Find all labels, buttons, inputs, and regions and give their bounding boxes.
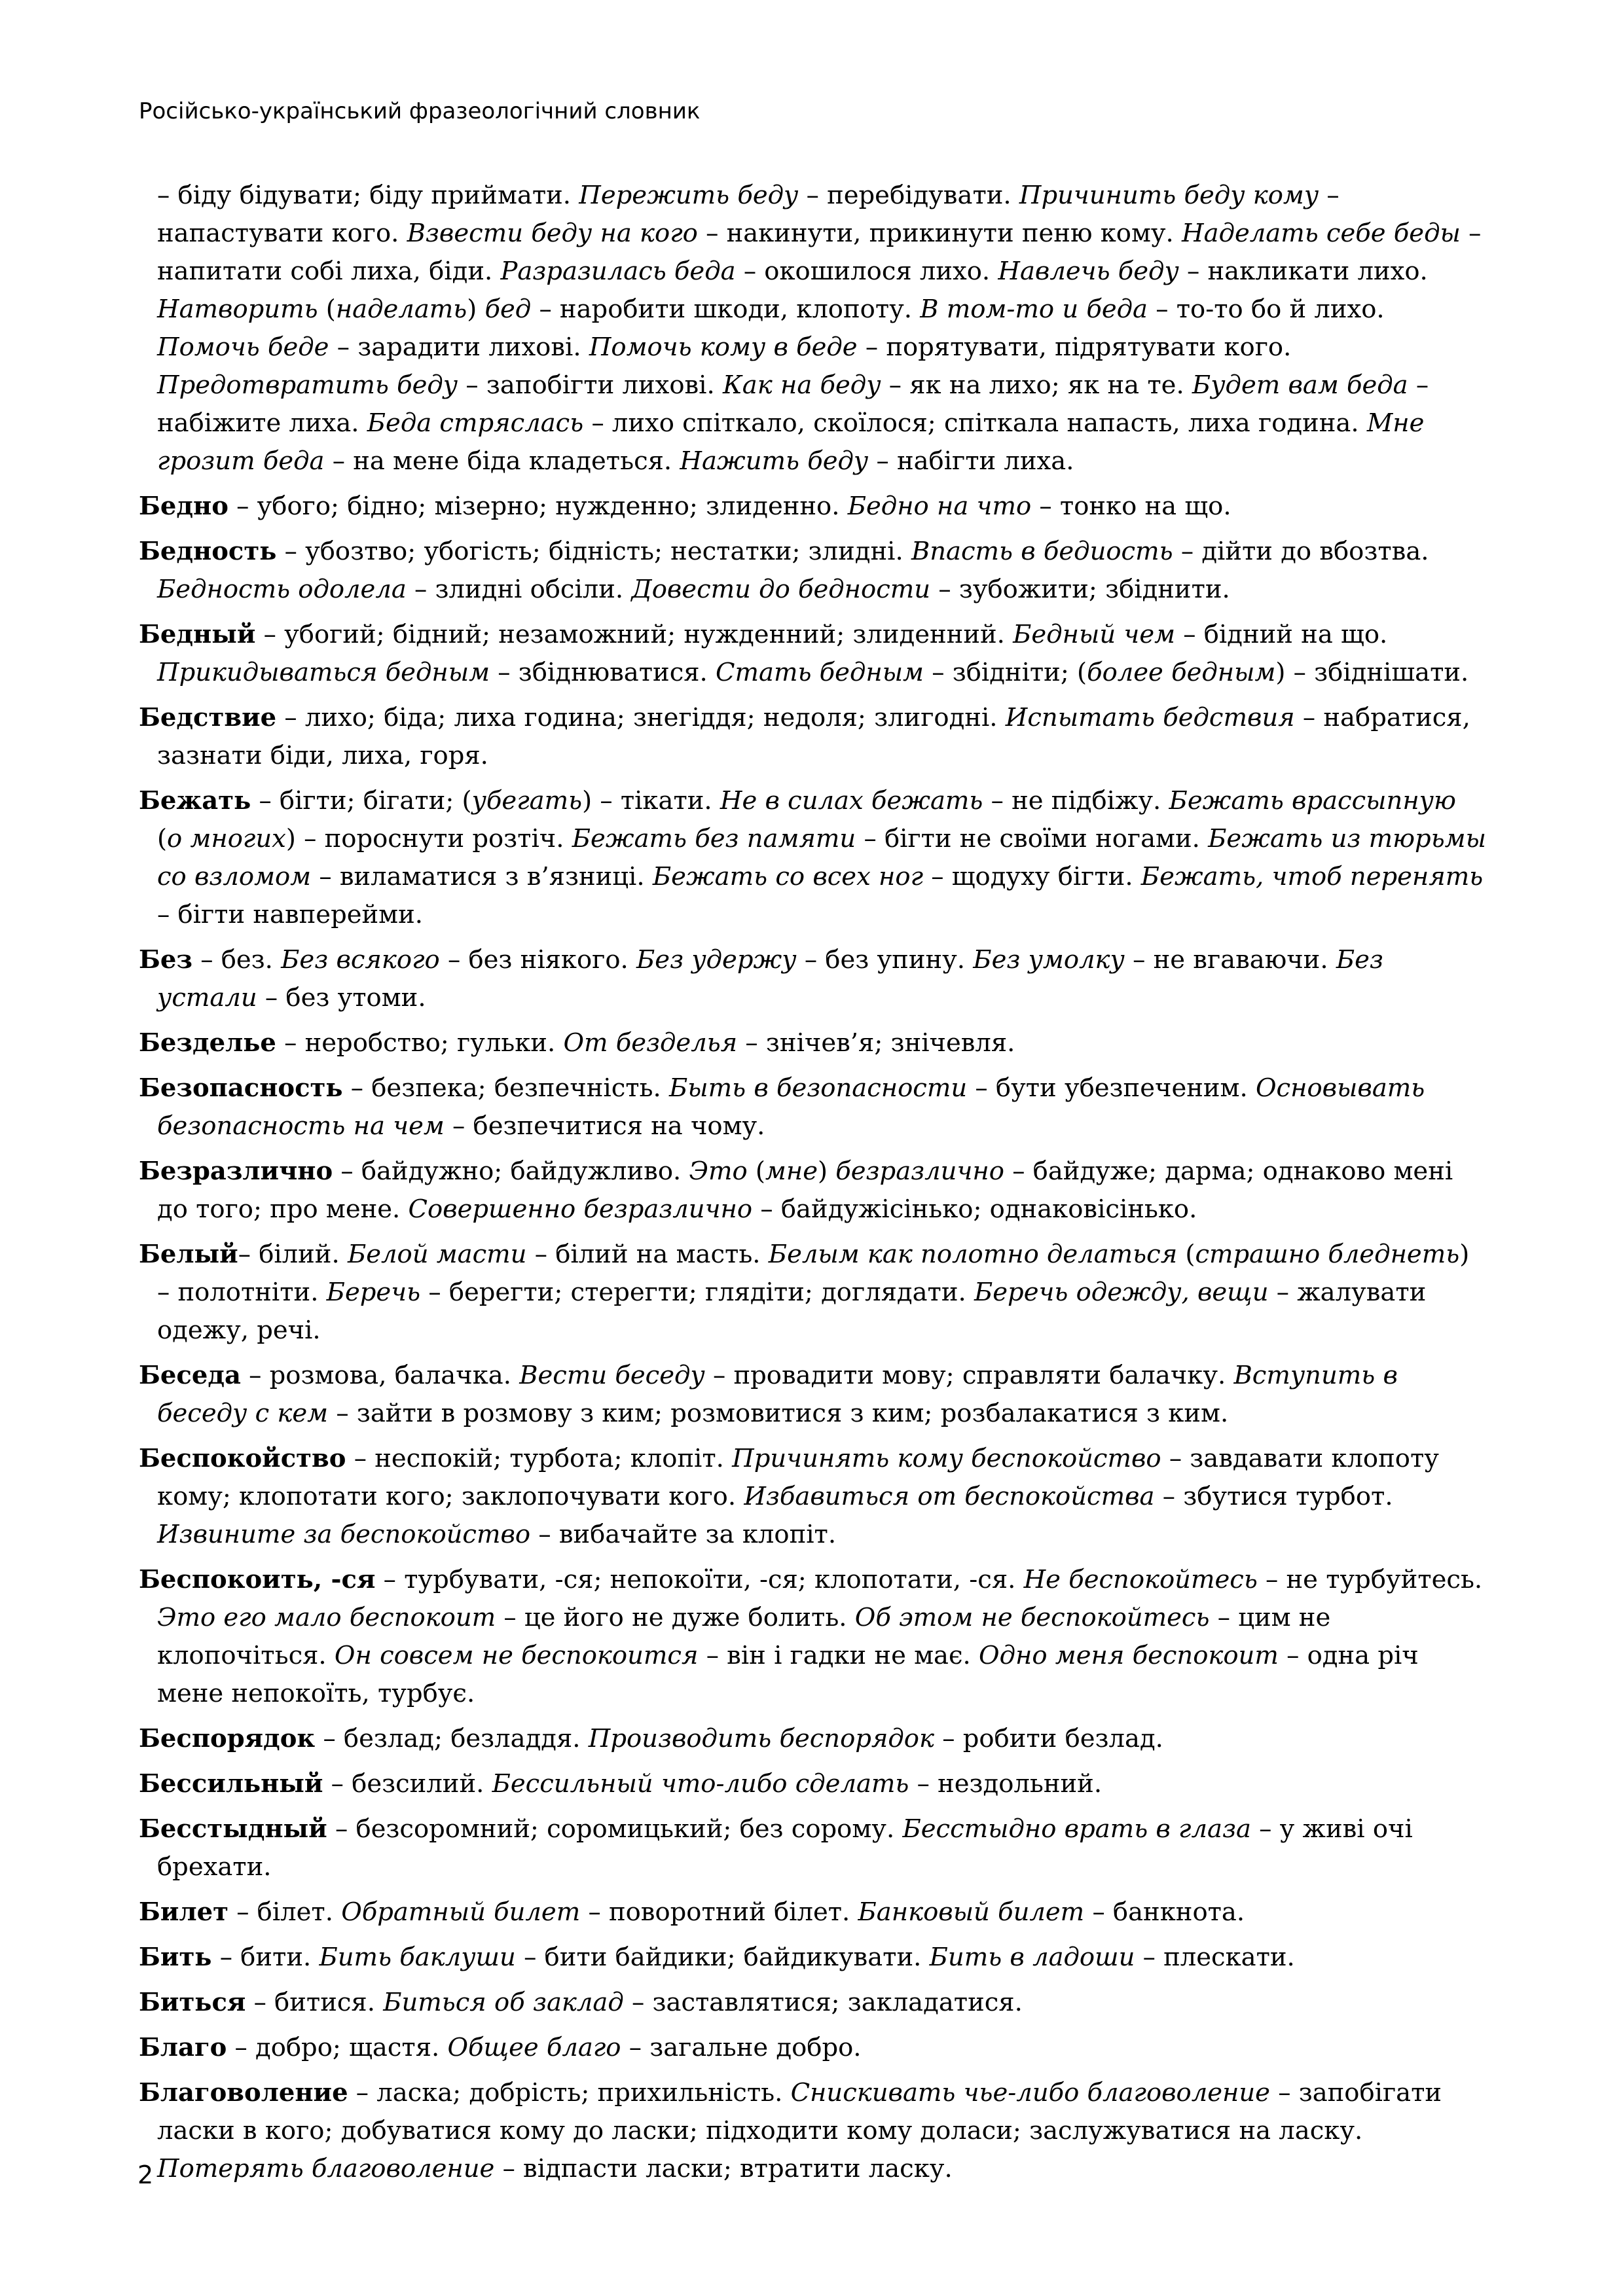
entry-text: – загальне добро. — [621, 2033, 862, 2062]
entry-text: – безпека; безпечність. — [342, 1073, 669, 1103]
entry-phrase: Бедно на что — [847, 492, 1032, 521]
entry-text: – накинути, прикинути пеню кому. — [697, 219, 1182, 248]
entry-continuation — [139, 177, 1487, 480]
entry-phrase: Бежать со всех ног — [652, 862, 924, 891]
entry-text: – безпечитися на чому. — [444, 1111, 765, 1141]
entry-phrase: Причинить беду кому — [1019, 181, 1319, 210]
entry-phrase: Бежать без памяти — [572, 824, 856, 853]
entry-phrase: Мне грозит беда — [157, 408, 1425, 476]
entry-headword: Безделье — [139, 1028, 276, 1058]
entry-phrase: Он совсем не беспокоится — [334, 1641, 699, 1670]
entry-phrase: более бедным — [1087, 658, 1276, 687]
entry-text: ( — [1177, 1240, 1195, 1269]
entry-text: – тонко на що. — [1031, 492, 1231, 521]
entry-phrase: Белой масти — [347, 1240, 527, 1269]
entry-text: – поворотний білет. — [580, 1897, 858, 1927]
entry-text: – вибачайте за клопіт. — [530, 1520, 837, 1549]
entry-phrase: Беречь — [326, 1278, 421, 1307]
entry-text: – бити. — [211, 1943, 319, 1972]
entry-text: – виламатися з в’язниці. — [311, 862, 653, 891]
entry-text: – без. — [192, 945, 282, 975]
entry-headword: Бедный — [139, 620, 256, 649]
entry-text: – біду бідувати; біду приймати. — [157, 181, 579, 210]
entry-text: – ласка; добрість; прихильність. — [348, 2078, 791, 2108]
entry-headword: Бить — [139, 1943, 212, 1972]
entry-text: – безсилий. — [323, 1769, 492, 1799]
entry-phrase: мне — [765, 1157, 818, 1186]
dictionary-entry — [139, 1069, 1487, 1145]
entry-phrase: Не в силах бежать — [720, 786, 983, 816]
entry-headword: Безразлично — [139, 1157, 333, 1186]
dictionary-entry — [139, 941, 1487, 1017]
entry-phrase: Не беспокойтесь — [1023, 1565, 1258, 1594]
entry-text: – нездольний. — [909, 1769, 1103, 1799]
dictionary-entry — [139, 2074, 1487, 2188]
entry-phrase: В том-то и беда — [920, 295, 1148, 324]
dictionary-entry — [139, 616, 1487, 692]
entry-phrase: Испытать бедствия — [1005, 703, 1295, 732]
entry-phrase: безразлично — [835, 1157, 1004, 1186]
entry-text: – дійти до вбозтва. — [1173, 537, 1429, 566]
entry-phrase: Будет вам беда — [1192, 370, 1408, 400]
entry-text: – без утоми. — [257, 983, 426, 1013]
entry-text: – це його не дуже болить. — [496, 1603, 855, 1632]
entry-text: ( — [157, 824, 168, 853]
entry-phrase: Наделать себе беды — [1182, 219, 1461, 248]
dictionary-entry — [139, 533, 1487, 609]
entry-phrase: Без умолку — [973, 945, 1125, 975]
dictionary-entries — [139, 177, 1487, 2195]
entry-text: – берегти; стерегти; глядіти; доглядати. — [420, 1278, 974, 1307]
entry-phrase: наделать — [335, 295, 467, 324]
entry-phrase: Беда стряслась — [367, 408, 584, 438]
entry-phrase: Без устали — [157, 945, 1383, 1013]
dictionary-title: Російсько-український фразеологічний словник — [139, 98, 701, 124]
entry-phrase: бед — [484, 295, 532, 324]
dictionary-entry — [139, 1765, 1487, 1803]
entry-phrase: Биться об заклад — [383, 1988, 624, 2017]
entry-text: – лихо; біда; лиха година; знегіддя; недоля; злигодні. — [276, 703, 1006, 732]
entry-text: ) — [467, 295, 485, 324]
entry-text: – бігти навперейми. — [157, 900, 424, 929]
entry-headword: Билет — [139, 1897, 228, 1927]
entry-phrase: Бессильный что-либо сделать — [492, 1769, 909, 1799]
entry-phrase: Потерять благоволение — [157, 2154, 495, 2183]
entry-text: – турбувати, -ся; непокоїти, -ся; клопотати, -ся. — [375, 1565, 1024, 1594]
entry-phrase: Совершенно безразлично — [408, 1194, 753, 1224]
dictionary-entry — [139, 2029, 1487, 2067]
dictionary-entry — [139, 1236, 1487, 1350]
entry-phrase: Как на беду — [722, 370, 881, 400]
entry-text: – жалувати одежу, речі. — [157, 1278, 1427, 1345]
entry-phrase: Бить баклуши — [319, 1943, 516, 1972]
entry-phrase: Стать бедным — [716, 658, 924, 687]
entry-text: – розмова, балачка. — [240, 1361, 520, 1390]
entry-headword: Благо — [139, 2033, 227, 2062]
dictionary-entry — [139, 1440, 1487, 1554]
entry-text: – набігти лиха. — [868, 446, 1074, 476]
entry-text: – байдужісінько; однаковісінько. — [752, 1194, 1197, 1224]
entry-headword: Беспокойство — [139, 1444, 346, 1473]
entry-text: – убозтво; убогість; бідність; нестатки; злидні. — [276, 537, 911, 566]
entry-text: – не підбіжу. — [983, 786, 1169, 816]
entry-phrase: о многих — [167, 824, 286, 853]
entry-headword: Беседа — [139, 1361, 241, 1390]
dictionary-entry — [139, 699, 1487, 775]
entry-text: – збіднюватися. — [490, 658, 716, 687]
dictionary-entry — [139, 1984, 1487, 2022]
entry-phrase: Натворить — [157, 295, 318, 324]
entry-phrase: Банковый билет — [858, 1897, 1085, 1927]
dictionary-entry — [139, 1810, 1487, 1886]
entry-phrase: Вступить в беседу с кем — [157, 1361, 1398, 1428]
entry-text: – одна річ мене непокоїть, турбує. — [157, 1641, 1419, 1708]
entry-text: – запобігати ласки в кого; добуватися кому до ласки; підходити кому доласи; заслужуватися на ласку. — [157, 2078, 1442, 2145]
entry-text: – провадити мову; справляти балачку. — [704, 1361, 1234, 1390]
entry-text: – заставлятися; закладатися. — [623, 1988, 1023, 2017]
entry-phrase: Бесстыдно врать в глаза — [902, 1814, 1251, 1844]
entry-phrase: Взвести беду на кого — [407, 219, 698, 248]
entry-phrase: Это — [689, 1157, 748, 1186]
entry-phrase: Бежать, чтоб перенять — [1140, 862, 1484, 891]
entry-text: – зубожити; збіднити. — [930, 575, 1230, 604]
entry-phrase: Быть в безопасности — [669, 1073, 968, 1103]
entry-phrase: Бить в ладоши — [929, 1943, 1135, 1972]
dictionary-entry — [139, 1024, 1487, 1062]
entry-phrase: От безделья — [563, 1028, 738, 1058]
entry-text: – білет. — [228, 1897, 342, 1927]
entry-text: – на мене біда кладеться. — [324, 446, 680, 476]
entry-text: – бути убезпеченим. — [967, 1073, 1256, 1103]
entry-text: – без упину. — [796, 945, 974, 975]
entry-phrase: Помочь беде — [157, 332, 329, 362]
entry-text: – неробство; гульки. — [276, 1028, 564, 1058]
entry-phrase: Причинять кому беспокойство — [732, 1444, 1161, 1473]
entry-phrase: Без удержу — [636, 945, 797, 975]
entry-headword: Беспокоить, -ся — [139, 1565, 376, 1594]
entry-text: – убого; бідно; мізерно; нужденно; злиденно. — [228, 492, 848, 521]
entry-text: – бідний на що. — [1175, 620, 1388, 649]
entry-phrase: Впасть в бедиость — [911, 537, 1173, 566]
entry-text: – не вгаваючи. — [1124, 945, 1336, 975]
entry-text: – то-то бо й лихо. — [1148, 295, 1385, 324]
entry-phrase: Бедность одолела — [157, 575, 407, 604]
entry-phrase: Одно меня беспокоит — [979, 1641, 1279, 1670]
entry-text: – зарадити лихові. — [329, 332, 589, 362]
entry-text: – зайти в розмову з ким; розмовитися з ким; розбалакатися з ким. — [328, 1399, 1229, 1428]
entry-text: – завдавати клопоту кому; клопотати кого; заклопочувати кого. — [157, 1444, 1439, 1511]
entry-headword: Благоволение — [139, 2078, 348, 2108]
entry-phrase: Вести беседу — [519, 1361, 705, 1390]
entry-phrase: Навлечь беду — [998, 257, 1179, 286]
entry-headword: Бедность — [139, 537, 277, 566]
entry-phrase: Избавиться от беспокойства — [744, 1482, 1155, 1511]
entry-phrase: Снискивать чье-либо благоволение — [790, 2078, 1270, 2108]
entry-text: – банкнота. — [1084, 1897, 1245, 1927]
dictionary-entry — [139, 1939, 1487, 1977]
entry-text: – напастувати кого. — [157, 181, 1340, 248]
entry-text: – робити безлад. — [934, 1724, 1163, 1753]
entry-text: – він і гадки не має. — [698, 1641, 979, 1670]
entry-text: – без ніякого. — [439, 945, 636, 975]
entry-text: – білий. — [238, 1240, 348, 1269]
entry-phrase: Извините за беспокойство — [157, 1520, 531, 1549]
entry-text: – у живі очі брехати. — [157, 1814, 1413, 1882]
entry-phrase: Бежать из тюрьмы со взломом — [157, 824, 1486, 891]
entry-headword: Бедно — [139, 492, 228, 521]
entry-phrase: Пережить беду — [579, 181, 799, 210]
entry-text: – добро; щастя. — [227, 2033, 448, 2062]
entry-headword: Бедствие — [139, 703, 277, 732]
entry-text: – білий на масть. — [526, 1240, 769, 1269]
entry-text: – щодуху бігти. — [923, 862, 1141, 891]
entry-text: – набратися, зазнати біди, лиха, горя. — [157, 703, 1470, 770]
entry-text: – цим не клопочіться. — [157, 1603, 1331, 1670]
entry-phrase: страшно бледнеть — [1195, 1240, 1460, 1269]
entry-text: – знічев’я; знічевля. — [737, 1028, 1015, 1058]
entry-text: – плескати. — [1135, 1943, 1295, 1972]
entry-text: – відпасти ласки; втратити ласку. — [494, 2154, 953, 2183]
dictionary-entry — [139, 1561, 1487, 1713]
entry-text: – бити байдики; байдикувати. — [515, 1943, 930, 1972]
entry-phrase: Без всякого — [281, 945, 440, 975]
dictionary-entry — [139, 488, 1487, 526]
entry-phrase: Предотвратить беду — [157, 370, 458, 400]
entry-phrase: Довести до бедности — [631, 575, 931, 604]
entry-phrase: Прикидываться бедным — [157, 658, 490, 687]
entry-text: ( — [747, 1157, 765, 1186]
entry-phrase: Это его мало беспокоит — [157, 1603, 496, 1632]
entry-phrase: Беречь одежду, вещи — [974, 1278, 1269, 1307]
entry-text: ) – пороснути розтіч. — [285, 824, 572, 853]
entry-phrase: Бедный чем — [1013, 620, 1176, 649]
entry-text: – набіжите лиха. — [157, 370, 1429, 438]
entry-phrase: Нажить беду — [680, 446, 869, 476]
entry-text: ) – тікати. — [582, 786, 720, 816]
entry-text: – як на лихо; як на те. — [881, 370, 1192, 400]
entry-text: – байдуже; дарма; однаково мені до того; про мене. — [157, 1157, 1453, 1224]
entry-phrase: Бежать врассыпную — [1169, 786, 1456, 816]
entry-text: ( — [318, 295, 336, 324]
entry-text: ) — [818, 1157, 836, 1186]
entry-phrase: убегать — [471, 786, 583, 816]
entry-phrase: Белым как полотно делаться — [768, 1240, 1178, 1269]
entry-headword: Безопасность — [139, 1073, 343, 1103]
entry-phrase: Обратный билет — [341, 1897, 581, 1927]
entry-headword: Бессильный — [139, 1769, 323, 1799]
entry-text: – бігти; бігати; ( — [251, 786, 472, 816]
entry-text: – битися. — [246, 1988, 384, 2017]
entry-text: – безсоромний; соромицький; без сорому. — [327, 1814, 903, 1844]
entry-text: – окошилося лихо. — [735, 257, 998, 286]
entry-phrase: Основывать безопасность на чем — [157, 1073, 1425, 1141]
entry-phrase: Разразилась беда — [500, 257, 736, 286]
entry-text: – запобігти лихові. — [458, 370, 723, 400]
entry-headword: Бежать — [139, 786, 251, 816]
entry-phrase: Общее благо — [447, 2033, 621, 2062]
dictionary-entry — [139, 1153, 1487, 1229]
entry-headword: Без — [139, 945, 192, 975]
dictionary-entry — [139, 782, 1487, 934]
entry-text: – безлад; безладдя. — [315, 1724, 589, 1753]
entry-text: – убогий; бідний; незаможний; нужденний; злиденний. — [255, 620, 1013, 649]
entry-text: – наробити шкоди, клопоту. — [531, 295, 921, 324]
entry-phrase: Помочь кому в беде — [589, 332, 858, 362]
entry-text: – напитати собі лиха, біди. — [157, 219, 1482, 286]
dictionary-entry — [139, 1893, 1487, 1931]
entry-text: ) – полотніти. — [157, 1240, 1470, 1307]
entry-headword: Биться — [139, 1988, 246, 2017]
entry-phrase: Производить беспорядок — [588, 1724, 934, 1753]
entry-text: ) – збіднішати. — [1275, 658, 1469, 687]
entry-text: – збідніти; ( — [923, 658, 1087, 687]
entry-text: – збутися турбот. — [1154, 1482, 1393, 1511]
dictionary-entry — [139, 1720, 1487, 1758]
entry-headword: Беспорядок — [139, 1724, 316, 1753]
entry-text: – порятувати, підрятувати кого. — [857, 332, 1292, 362]
entry-headword: Бесстыдный — [139, 1814, 327, 1844]
entry-text: – накликати лихо. — [1178, 257, 1428, 286]
entry-text: – перебідувати. — [798, 181, 1019, 210]
entry-text: – неспокій; турбота; клопіт. — [346, 1444, 733, 1473]
page-header — [139, 97, 700, 126]
entry-headword: Белый — [139, 1240, 238, 1269]
entry-text: – лихо спіткало, скоїлося; спіткала напасть, лиха година. — [583, 408, 1367, 438]
entry-text: – байдужно; байдужливо. — [333, 1157, 689, 1186]
entry-text: – не турбуйтесь. — [1257, 1565, 1483, 1594]
entry-text: – бігти не своїми ногами. — [856, 824, 1209, 853]
page-number: 2 — [137, 2161, 154, 2189]
dictionary-entry — [139, 1357, 1487, 1433]
entry-phrase: Об этом не беспокойтесь — [854, 1603, 1210, 1632]
entry-text: – злидні обсіли. — [406, 575, 632, 604]
